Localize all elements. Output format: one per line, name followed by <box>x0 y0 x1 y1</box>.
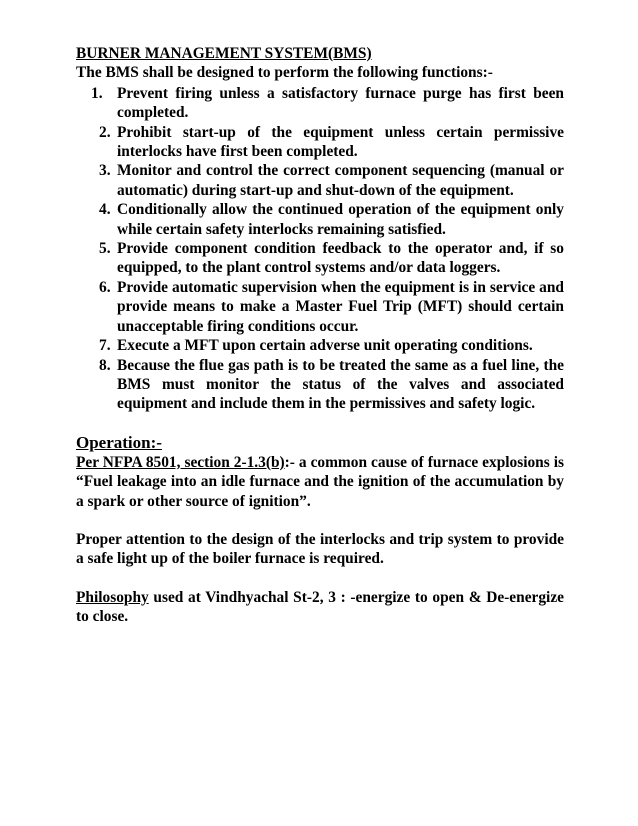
list-item <box>99 356 564 414</box>
list-item-text: Execute a MFT upon certain adverse unit operating conditions. <box>117 337 533 355</box>
list-item-number: 2. <box>99 123 111 141</box>
list-item-text: Provide component condition feedback to the operator and, if so equipped, to the plant control systems and/or data loggers. <box>117 240 564 277</box>
list-item <box>99 123 564 162</box>
list-item-text: Conditionally allow the continued operation of the equipment only while certain safety interlocks remaining satisfied. <box>117 201 564 238</box>
list-item-text: Prevent firing unless a satisfactory furnace purge has first been completed. <box>117 84 564 122</box>
functions-list <box>76 84 564 414</box>
list-item-text: Because the flue gas path is to be treated the same as a fuel line, the BMS must monitor the status of the valves and associated equipment and include them in the permissives and safety logic. <box>117 356 564 413</box>
list-item-number: 5. <box>99 240 111 258</box>
document-heading: BURNER MANAGEMENT SYSTEM(BMS) <box>76 45 372 62</box>
list-item-number: 6. <box>99 278 111 296</box>
list-item-number: 4. <box>99 201 111 219</box>
list-item-number: 1. <box>91 84 103 102</box>
list-item-number: 3. <box>99 162 111 180</box>
list-item <box>99 200 564 239</box>
list-item-text: Monitor and control the correct component sequencing (manual or automatic) during start-up and shut-down of the equipment. <box>117 162 564 199</box>
list-item <box>99 161 564 200</box>
intro-text: The BMS shall be designed to perform the following functions:- <box>76 64 493 82</box>
philosophy-text: used at Vindhyachal St-2, 3 : -energize to open & De-energize to close. <box>76 588 564 626</box>
list-item-number: 7. <box>99 337 111 355</box>
list-item-number: 8. <box>99 356 111 374</box>
document-page <box>76 44 564 627</box>
operation-heading: Operation:- <box>76 432 162 452</box>
list-item-text: Provide automatic supervision when the equipment is in service and provide means to make a Master Fuel Trip (MFT) should certain unacceptable firing conditions occur. <box>117 278 564 335</box>
list-item <box>91 84 564 123</box>
list-item <box>99 336 564 355</box>
philosophy-paragraph <box>76 588 564 627</box>
nfpa-reference: Per NFPA 8501, section 2-1.3(b) <box>76 453 285 471</box>
list-item-text: Prohibit start-up of the equipment unless certain permissive interlocks have first been completed. <box>117 123 564 161</box>
nfpa-paragraph <box>76 453 564 511</box>
list-item <box>99 239 564 278</box>
attention-paragraph: Proper attention to the design of the interlocks and trip system to provide a safe light up of the boiler furnace is required. <box>76 530 564 568</box>
nfpa-text: :- a common cause of furnace explosions is “Fuel leakage into an idle furnace and the ignition of the accumulation by a spark or other source of ignition”. <box>76 453 564 510</box>
list-item <box>99 278 564 336</box>
philosophy-label: Philosophy <box>76 588 149 606</box>
